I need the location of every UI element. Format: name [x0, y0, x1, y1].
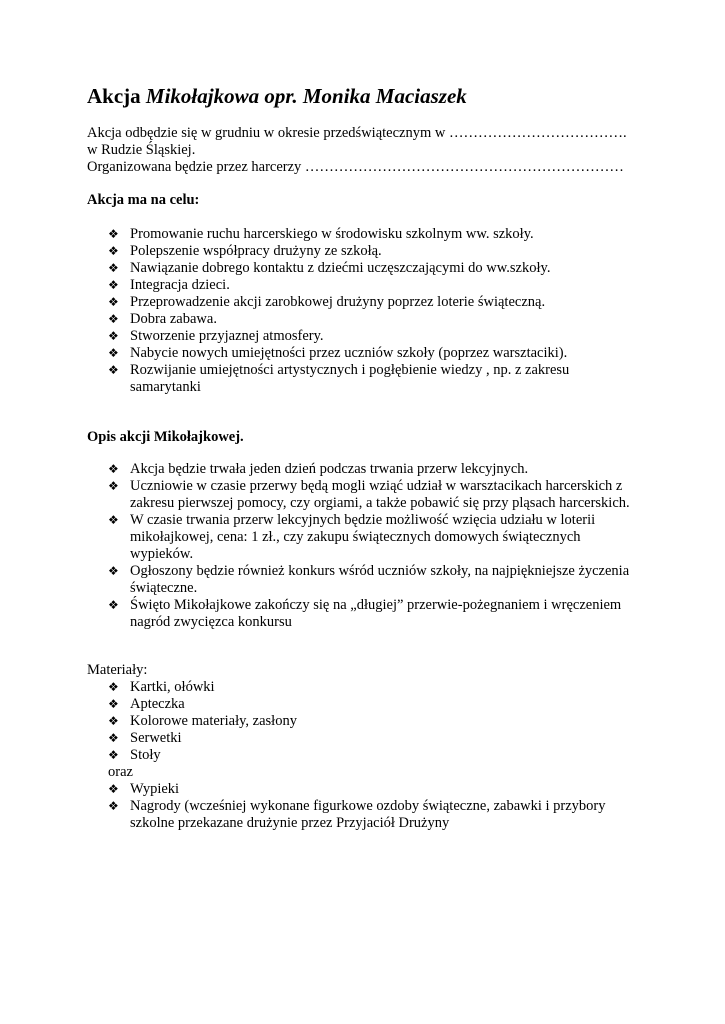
goals-heading: Akcja ma na celu: — [87, 192, 200, 208]
list-item: ❖ Wypieki — [108, 781, 180, 797]
list-item: ❖ Kolorowe materiały, zasłony — [108, 713, 297, 729]
materials-extra-list — [108, 781, 623, 832]
diamond-bullet-icon: ❖ — [108, 680, 119, 694]
list-item: ❖ Przeprowadzenie akcji zarobkowej drużyny poprzez loterie świąteczną. — [108, 294, 546, 310]
diamond-bullet-icon: ❖ — [108, 227, 119, 241]
list-item: ❖ Święto Mikołajkowe zakończy się na „długiej” przerwie-pożegnaniem i wręczeniem nagród zwycięzca konkursu — [108, 597, 622, 630]
list-item: ❖ Dobra zabawa. — [108, 311, 217, 327]
diamond-bullet-icon: ❖ — [108, 731, 119, 745]
diamond-bullet-icon: ❖ — [108, 564, 119, 578]
diamond-bullet-icon: ❖ — [108, 261, 119, 275]
diamond-bullet-icon: ❖ — [108, 697, 119, 711]
diamond-bullet-icon: ❖ — [108, 748, 119, 762]
list-item: ❖ Polepszenie współpracy drużyny ze szkołą. — [108, 243, 382, 259]
intro-paragraph — [87, 125, 627, 176]
diamond-bullet-icon: ❖ — [108, 295, 119, 309]
list-item: ❖ Nawiązanie dobrego kontaktu z dziećmi uczęszczającymi do ww.szkoły. — [108, 260, 551, 276]
diamond-bullet-icon: ❖ — [108, 782, 119, 796]
diamond-bullet-icon: ❖ — [108, 312, 119, 326]
list-item: ❖ Nabycie nowych umiejętności przez uczniów szkoły (poprzez warsztaciki). — [108, 345, 568, 361]
list-item: ❖ Serwetki — [108, 730, 182, 746]
list-item: ❖ Akcja będzie trwała jeden dzień podczas trwania przerw lekcyjnych. — [108, 461, 529, 477]
list-item: ❖ Kartki, ołówki — [108, 679, 215, 695]
materials-heading: Materiały: — [87, 662, 148, 678]
materials-list — [108, 679, 638, 764]
list-item: ❖ Uczniowie w czasie przerwy będą mogli wziąć udział w warsztacikach harcerskich z zakresu pierwszej pomocy, czy orgiami, a także pobawić się przy pląsach harcerskich. — [108, 478, 630, 511]
diamond-bullet-icon: ❖ — [108, 714, 119, 728]
list-item: ❖ W czasie trwania przerw lekcyjnych będzie możliwość wzięcia udziału w loterii mikołajkowej, cena: 1 zł., czy zakupu świątecznych domowych świątecznych wypieków. — [108, 512, 596, 562]
diamond-bullet-icon: ❖ — [108, 244, 119, 258]
list-item: ❖ Ogłoszony będzie również konkurs wśród uczniów szkoły, na najpiękniejsze życzenia świąteczne. — [108, 563, 630, 596]
description-heading: Opis akcji Mikołajkowej. — [87, 429, 244, 445]
list-item: ❖ Integracja dzieci. — [108, 277, 230, 293]
diamond-bullet-icon: ❖ — [108, 462, 119, 476]
list-item: ❖ Stoły — [108, 747, 161, 763]
diamond-bullet-icon: ❖ — [108, 799, 119, 813]
page-title: Akcja Mikołajkowa opr. Monika Maciaszek — [87, 84, 467, 108]
diamond-bullet-icon: ❖ — [108, 363, 119, 377]
list-item: ❖ Promowanie ruchu harcerskiego w środowisku szkolnym ww. szkoły. — [108, 226, 534, 242]
list-item: ❖ Stworzenie przyjaznej atmosfery. — [108, 328, 324, 344]
description-list — [108, 461, 643, 631]
intro-line: Organizowana będzie przez harcerzy ………………………………………………………… — [87, 159, 624, 175]
diamond-bullet-icon: ❖ — [108, 329, 119, 343]
diamond-bullet-icon: ❖ — [108, 479, 119, 493]
goals-list — [108, 226, 588, 396]
intro-line: Akcja odbędzie się w grudniu w okresie przedświątecznym w ………………………………. — [87, 125, 627, 141]
diamond-bullet-icon: ❖ — [108, 598, 119, 612]
diamond-bullet-icon: ❖ — [108, 513, 119, 527]
intro-line: w Rudzie Śląskiej. — [87, 142, 196, 158]
title-italic: Mikołajkowa opr. Monika Maciaszek — [145, 84, 467, 108]
diamond-bullet-icon: ❖ — [108, 346, 119, 360]
oraz-text: oraz — [108, 764, 133, 780]
list-item: ❖ Nagrody (wcześniej wykonane figurkowe ozdoby świąteczne, zabawki i przybory szkolne przekazane drużynie przez Przyjaciół Drużyny — [108, 798, 606, 831]
diamond-bullet-icon: ❖ — [108, 278, 119, 292]
list-item: ❖ Apteczka — [108, 696, 185, 712]
list-item: ❖ Rozwijanie umiejętności artystycznych i pogłębienie wiedzy , np. z zakresu samarytanki — [108, 362, 570, 395]
